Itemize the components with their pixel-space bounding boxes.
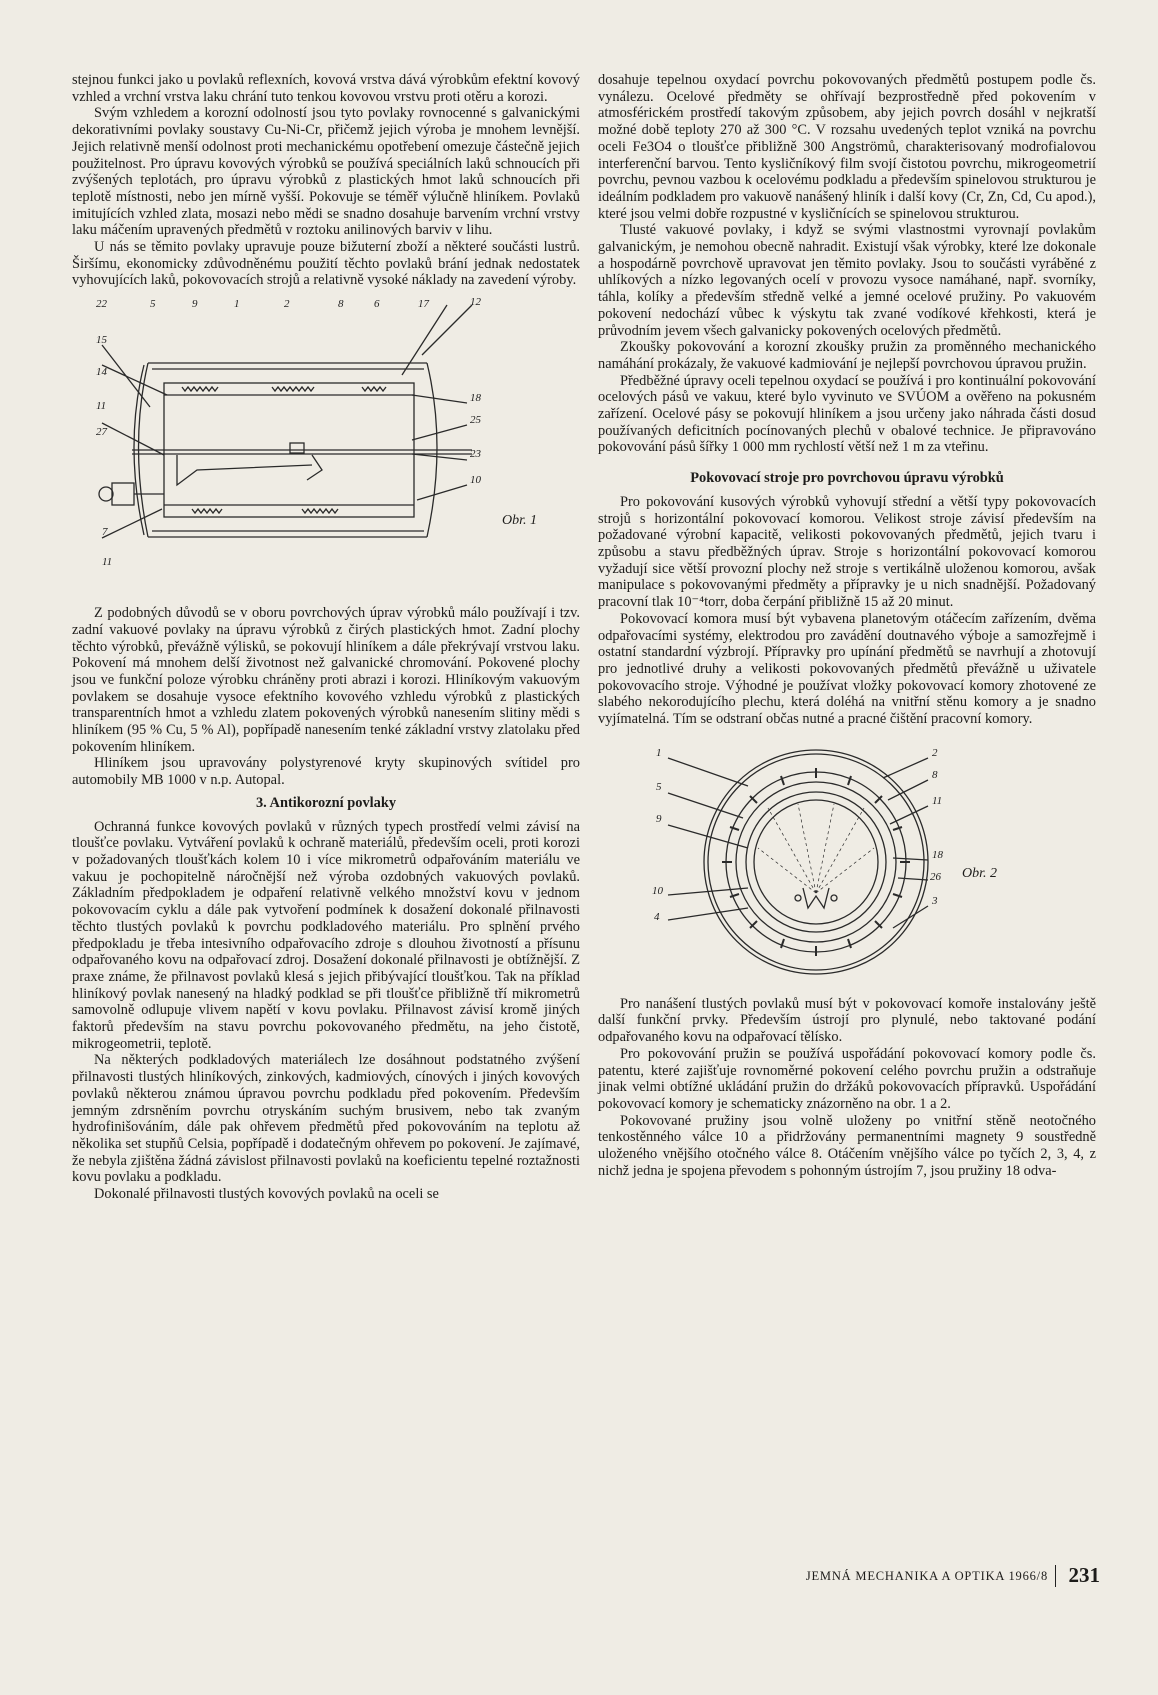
paragraph: Zkoušky pokovování a korozní zkoušky pružin za proměnného mechanického namáhání prokázaly, že vakuové kadmiování je nejlepší povrchovou úpravou pružin. — [598, 339, 1096, 372]
svg-text:6: 6 — [374, 298, 380, 311]
svg-text:8: 8 — [338, 298, 344, 311]
svg-text:14: 14 — [96, 366, 107, 379]
paragraph: Tlusté vakuové povlaky, i když se svými vlastnostmi vyrovnají povlakům galvanickým, je nemohou obecně nahradit. Existují však výrobky, které lze dokonale a hospodárně povrchově upravovat jen těmito povlaky. Jsou to součásti vyráběné z uhlíkových a nízko legovaných ocelí v provozu vysoce namáhané, např. svorníky, táhla, kolíky a především středně velké a jemné ocelové pružiny. Po vakuovém pokovení nedochází vůbec k výskytu tak zvané vodíkové křehkosti, která je průvodním jevem všech galvanicky pokovených ocelových předmětů. — [598, 222, 1096, 339]
paragraph: Dokonalé přilnavosti tlustých kovových povlaků na oceli se — [94, 1186, 439, 1203]
svg-text:5: 5 — [150, 298, 156, 311]
figure-1-labels — [96, 296, 482, 568]
svg-text:10: 10 — [470, 474, 481, 487]
svg-text:22: 22 — [96, 298, 107, 311]
svg-text:27: 27 — [96, 426, 107, 439]
svg-text:11: 11 — [932, 794, 943, 807]
journal-title: JEMNÁ MECHANIKA A OPTIKA 1966/8 — [805, 1569, 1048, 1583]
paragraph: Pro nanášení tlustých povlaků musí být v pokovovací komoře instalovány ještě další funkční prvky. Především ústrojí pro plynulé, nebo taktované podání odpařovaného kovu na odpařovací tělísko. — [598, 995, 1096, 1046]
svg-text:11: 11 — [102, 556, 113, 569]
svg-text:18: 18 — [932, 848, 943, 861]
paragraph: Pro pokovování kusových výrobků vyhovují střední a větší typy pokovovacích strojů s horizontální pokovovací komorou. Velikost stroje závisí především na požadované výrobní kapacitě, velikosti pokovovaných předmětů, jejich tvaru i způsobu a stavu předběžných úprav. Stroje s horizontální pokovovací komorou vyžadují sice větší provozní plochy než stroje s vertikálně uloženou komorou, avšak manipulace s pokovovanými předměty a přípravky je u nich snadnější. Požadovaný pracovní tlak 10⁻⁴torr, doba čerpání přibližně 15 až 20 minut. — [598, 493, 1096, 611]
svg-text:1: 1 — [234, 298, 240, 311]
page-number: 231 — [1068, 1563, 1100, 1587]
figure-2 — [598, 738, 1096, 986]
paragraph: U nás se těmito povlaky upravuje pouze bižuterní zboží a některé součásti lustrů. Širšímu, ekonomicky zdůvodněnému použití těchto povlaků brání jednak nedostatek vyhovujících laků, pokovovacích strojů a relativně vysoké náklady na zavedení výroby. — [72, 239, 580, 289]
figure-1-caption: Obr. 1 — [502, 513, 538, 529]
paragraph: Pro pokovování pružin se používá uspořádání pokovovací komory podle čs. patentu, které zajišťuje rovnoměrné pokovení celého povrchu pružin a odstraňuje jinak velmi obtížné ukládání pružin do držáků pokovovacích přípravků. Uspořádání pokovovací komory je schematicky znázorněno na obr. 1 a 2. — [598, 1045, 1096, 1112]
paragraph: Ochranná funkce kovových povlaků v různých typech prostředí velmi závisí na tloušťce povlaku. Vytváření povlaků k ochraně materiálů, především oceli, proti korozi v požadovaných tloušťkách kolem 10 i více mikrometrů odpařováním materiálu ve vakuu je pochopitelně náročnější než výroba ozdobných vakuových povlaků. Základním předpokladem je odpaření relativně velkého množství kovu v jednom pokovovacím cyklu a dále pak vytvoření podmínek k dosažení dokonalé přilnavosti těchto tlustých povlaků k povrchu podkladového materiálu. Pro splnění prvého předpokladu je třeba intesivního odpařovacího zdroje s dlouhou životností a přísunu odpařovaného kovu na odpařovací zdroj. Dosažení dokonalé přilnavosti je obtížnější. Z praxe známe, že přilnavost povlaků klesá s jejich přibývající tloušťkou. Tak na příklad hliníkový povlak nanesený na hladký podklad se při tloušťce přibližně tří mikrometrů samovolně odlupuje vlivem napětí v kovu povlaku. Přilnavost závisí kromě jiných faktorů především na stavu povrchu pokovovaného předmětu, na jeho čistotě, mikrogeometrii, teplotě. — [72, 818, 580, 1052]
paragraph: Předběžné úpravy oceli tepelnou oxydací se používá i pro kontinuální pokovování ocelových pásů ve vakuu, které bylo vyvinuto ve SVÚOM a ověřeno na pokusném zařízení. Ocelové pásy se pokovují hliníkem a jsou určeny jako náhrada části dosud používaných deficitních pocínovaných plechů v obalové technice. Je připravováno pokovování pásů šířky 1 000 mm rychlostí větší než 1 m za vteřinu. — [598, 372, 1096, 456]
figure-2-caption: Obr. 2 — [962, 865, 998, 881]
svg-text:3: 3 — [932, 894, 938, 907]
section-heading: 3. Antikorozní povlaky — [255, 794, 397, 811]
paragraph: Z podobných důvodů se v oboru povrchových úprav výrobků málo používají i tzv. zadní vakuové povlaky na úpravu výrobků z čirých plastických hmot. Zadní plochy těchto výrobků, převážně výlisků, se pokovují hliníkem a dále překrývají vrstvou laku. Pokovení má mnohem delší životnost než galvanické chromování. Pokovené plochy jsou ve funkční poloze výrobku chráněny proti abrazi i korozi. Hliníkovým vakuovým povlakem se dosahuje vysoce efektního kovového vzhledu výrobků z plastických transparentních hmot a vzhledu zlatem pokovených výrobků nanesením slitiny mědi s hliníkem (95 % Cu, 5 % Al), popřípadě nanesením tenké základní vrstvy zlatolaku před pokovením hliníkem. — [72, 605, 580, 755]
paragraph: Svým vzhledem a korozní odolností jsou tyto povlaky rovnocenné s galvanickými dekorativními povlaky soustavy Cu-Ni-Cr, přičemž jejich výroba je mnohem levnější. Jejich relativně menší odolnost proti mechanickému opotřebení omezuje částečně jejich použitelnost. Pro úpravu kovových výrobků se používá speciálních laků schnoucích při zvýšených teplotách, pro úpravu výrobků z plastických hmot laků schnoucích při teplotě místnosti, nebo jen mírně vyšší. Pokovuje se téměř výlučně hliníkem. Povlaků imitujících vzhled zlata, mosazi nebo mědi se snadno dosahuje barvením vrchní vrstvy laku máčením upravených předmětů v roztoku anilinových barviv v lihu. — [72, 105, 580, 239]
svg-text:10: 10 — [652, 884, 663, 897]
figure-1 — [72, 295, 580, 595]
left-column — [72, 72, 580, 1203]
svg-text:4: 4 — [654, 910, 660, 923]
svg-text:1: 1 — [656, 746, 662, 759]
svg-text:23: 23 — [470, 448, 481, 461]
figure-2-drawing — [598, 738, 1096, 986]
svg-text:15: 15 — [96, 334, 107, 347]
divider — [1055, 1565, 1057, 1587]
paragraph: dosahuje tepelnou oxydací povrchu pokovovaných předmětů postupem podle čs. vynálezu. Ocelové předměty se ohřívají bezprostředně před pokovením v atmosférickém prostředí takovým způsobem, aby jejich povrch dosáhl v nejkratší možné době teploty 270 až 300 °C. V rozsahu uvedených teplot vzniká na povrchu oceli Fe3O4 o tloušťce přibližně 300 Angströmů, charakterisovaný modrofialovou interferenční barvou. Tento kysličníkový film svojí čistotou povrchu, mikrogeometrií povrchu, pevnou vazbou k ocelovému podkladu a především spinelovou strukturou je ideálním podkladem pro vakuově nanášený hliník i další kovy (Cr, Zn, Cd, Cu apod.), které jsou velmi dobře rozpustné v kysličnících se spinelovou strukturou. — [598, 72, 1096, 222]
svg-text:26: 26 — [930, 870, 941, 883]
paragraph: Pokovovací komora musí být vybavena planetovým otáčecím zařízením, dvěma odpařovacími systémy, elektrodou pro zavádění doutnavého výboje a samozřejmě i ostatní standardní výzbrojí. Přípravky pro upínání předmětů se navrhují a zhotovují pro jednotlivé druhy a velikosti pokovovaných předmětů převážně u uživatele pokovovacího stroje. Výhodné je používat vložky pokovovací komory zhotovené ze slabého nekorodujícího plechu, která doléhá na vnitřní stěnu komory a je snadno vyjímatelná. Tím se odstraní občas nutné a pracné čištění pracovní komory. — [598, 610, 1096, 728]
paragraph: stejnou funkci jako u povlaků reflexních, kovová vrstva dává výrobkům efektní kovový vzhled a vrchní vrstva laku chrání tuto tenkou kovovou vrstvu proti otěru a korozi. — [72, 72, 580, 105]
section-heading: Pokovovací stroje pro povrchovou úpravu výrobků — [690, 470, 1004, 487]
svg-text:17: 17 — [418, 298, 429, 311]
svg-text:5: 5 — [656, 780, 662, 793]
svg-text:11: 11 — [96, 400, 107, 413]
paragraph: Na některých podkladových materiálech lze dosáhnout podstatného zvýšení přilnavosti tlustých hliníkových, zinkových, kadmiových, cínových i jiných kovových povlaků některou známou úpravou povrchu podkladu před pokovením. Především jemným zdrsněním povrchu otryskáním suchým brusivem, nebo tak zvaným hydrofinišováním, dále pak ohřevem předmětů před pokovováním na teplotu až několika set stupňů Celsia, popřípadě i dodatečným ohřevem po pokovení. Je zajímavé, že nebyla zjištěna žádná závislost přilnavosti povlaků na koeficientu tepelné roztažnosti kovu povlaku a podkladu. — [72, 1052, 580, 1186]
svg-text:2: 2 — [284, 298, 290, 311]
paragraph: Hliníkem jsou upravovány polystyrenové kryty skupinových svítidel pro automobily MB 1000 v n.p. Autopal. — [72, 755, 580, 789]
page-footer — [780, 1565, 1100, 1587]
paragraph: Pokovované pružiny jsou volně uloženy po vnitřní stěně neotočného tenkostěnného válce 10 a přidržovány permanentními magnety 9 soustředně uloženého vnějšího otočného válce 8. Otáčením vnějšího válce po tyčích 2, 3, 4, z nichž jedna je spojena převodem s pohonným ústrojím 7, jsou pružiny 18 odva- — [598, 1112, 1096, 1179]
svg-text:25: 25 — [470, 414, 481, 427]
right-column — [598, 72, 1096, 1179]
svg-text:2: 2 — [932, 746, 938, 759]
svg-text:9: 9 — [656, 812, 662, 825]
svg-text:12: 12 — [470, 296, 481, 309]
svg-text:18: 18 — [470, 392, 481, 405]
figure-1-drawing — [72, 295, 580, 595]
svg-text:8: 8 — [932, 768, 938, 781]
svg-text:7: 7 — [102, 526, 108, 539]
svg-text:9: 9 — [192, 298, 198, 311]
